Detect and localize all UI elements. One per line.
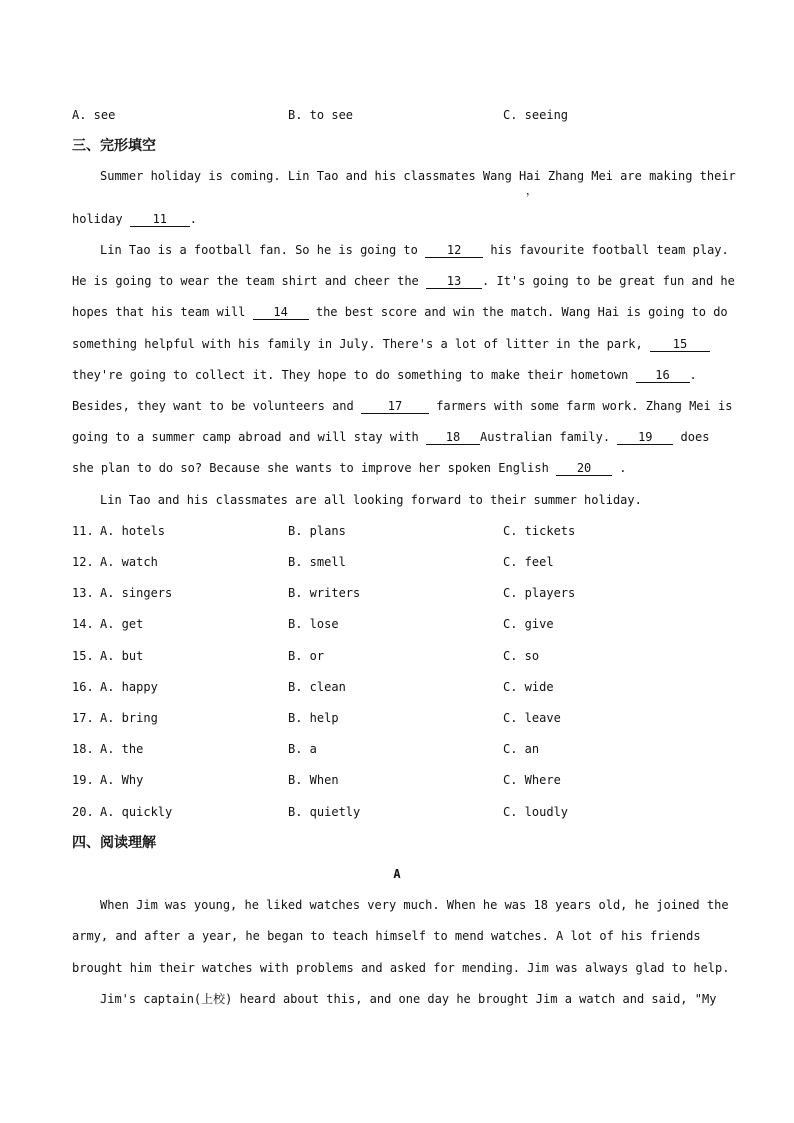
text-fragment: does — [673, 430, 710, 444]
option-c: C. tickets — [503, 524, 576, 538]
option-c: C. feel — [503, 555, 554, 569]
option-a: A. happy — [100, 680, 158, 694]
option-a: A. quickly — [100, 805, 173, 819]
blank-12: 12 — [425, 243, 483, 258]
passage-line: Jim's captain(上校) heard about this, and one day he brought Jim a watch and said, "My — [100, 992, 717, 1006]
comma-mark: ， — [526, 184, 537, 197]
text-fragment: something helpful with his family in July. There's a lot of litter in the park, — [72, 337, 650, 351]
top-option-c: C. seeing — [503, 108, 569, 122]
passage-line: Summer holiday is coming. Lin Tao and his classmates Wang Hai Zhang Mei are making their — [100, 169, 736, 183]
text-fragment: the best score and win the match. Wang Hai is going to do — [308, 305, 728, 319]
text-fragment: Besides, they want to be volunteers and — [72, 399, 361, 413]
text-fragment: . — [189, 212, 198, 226]
blank-17: 17 — [361, 399, 429, 414]
passage-line — [72, 368, 697, 383]
option-b: B. smell — [288, 555, 346, 569]
text-fragment: hopes that his team will — [72, 305, 253, 319]
option-a: A. watch — [100, 555, 158, 569]
passage-line — [72, 430, 709, 445]
option-c: C. loudly — [503, 805, 569, 819]
option-c: C. give — [503, 617, 554, 631]
option-b: B. help — [288, 711, 339, 725]
option-a: A. hotels — [100, 524, 166, 538]
blank-19: 19 — [617, 430, 673, 445]
text-fragment: . — [612, 461, 627, 475]
option-a: A. the — [100, 742, 144, 756]
option-b: B. clean — [288, 680, 346, 694]
passage-line: army, and after a year, he began to teach himself to mend watches. A lot of his friends — [72, 929, 701, 943]
option-a: A. singers — [100, 586, 173, 600]
passage-line — [72, 461, 627, 476]
blank-15: 15 — [650, 337, 710, 352]
passage-line — [72, 305, 728, 320]
passage-line — [72, 337, 710, 352]
blank-14: 14 — [253, 305, 309, 320]
question-number: 12. — [72, 555, 94, 569]
option-c: C. wide — [503, 680, 554, 694]
text-fragment: . It's going to be great fun and he — [482, 274, 735, 288]
question-number: 16. — [72, 680, 94, 694]
text-fragment: Australian family. — [480, 430, 618, 444]
passage-line: Lin Tao and his classmates are all looking forward to their summer holiday. — [100, 493, 642, 507]
option-b: B. quietly — [288, 805, 361, 819]
blank-13: 13 — [426, 274, 482, 289]
text-fragment: He is going to wear the team shirt and cheer the — [72, 274, 427, 288]
passage-line — [72, 212, 197, 227]
blank-16: 16 — [636, 368, 690, 383]
text-fragment: she plan to do so? Because she wants to improve her spoken English — [72, 461, 557, 475]
section-4-title: 四、阅读理解 — [72, 835, 156, 851]
option-a: A. get — [100, 617, 144, 631]
blank-11: 11 — [130, 212, 190, 227]
option-b: B. When — [288, 773, 339, 787]
text-fragment: . — [689, 368, 697, 382]
option-b: B. plans — [288, 524, 346, 538]
blank-20: 20 — [556, 461, 612, 476]
question-number: 19. — [72, 773, 94, 787]
option-b: B. a — [288, 742, 317, 756]
option-c: C. Where — [503, 773, 561, 787]
option-a: A. Why — [100, 773, 144, 787]
text-fragment: his favourite football team play. — [483, 243, 729, 257]
passage-line — [72, 399, 732, 414]
option-c: C. leave — [503, 711, 561, 725]
option-b: B. writers — [288, 586, 361, 600]
option-b: B. or — [288, 649, 325, 663]
option-c: C. so — [503, 649, 540, 663]
text-fragment: Lin Tao is a football fan. So he is going to — [100, 243, 426, 257]
question-number: 20. — [72, 805, 94, 819]
question-number: 13. — [72, 586, 94, 600]
text-fragment: they're going to collect it. They hope to do something to make their hometown — [72, 368, 636, 382]
top-option-a: A. see — [72, 108, 116, 122]
question-number: 14. — [72, 617, 94, 631]
passage-label: A — [393, 867, 401, 881]
text-fragment: going to a summer camp abroad and will stay with — [72, 430, 427, 444]
question-number: 15. — [72, 649, 94, 663]
blank-18: 18 — [426, 430, 480, 445]
passage-line — [100, 243, 729, 258]
option-a: A. bring — [100, 711, 158, 725]
option-a: A. but — [100, 649, 144, 663]
question-number: 11. — [72, 524, 94, 538]
text-fragment: farmers with some farm work. Zhang Mei is — [428, 399, 733, 413]
option-c: C. players — [503, 586, 576, 600]
option-c: C. an — [503, 742, 540, 756]
question-number: 18. — [72, 742, 94, 756]
section-3-title: 三、完形填空 — [72, 138, 156, 154]
passage-line — [72, 274, 735, 289]
passage-line: brought him their watches with problems and asked for mending. Jim was always glad to help. — [72, 961, 730, 975]
option-b: B. lose — [288, 617, 339, 631]
question-number: 17. — [72, 711, 94, 725]
passage-line: When Jim was young, he liked watches very much. When he was 18 years old, he joined the — [100, 898, 729, 912]
text-fragment: holiday — [72, 212, 130, 226]
top-option-b: B. to see — [288, 108, 354, 122]
